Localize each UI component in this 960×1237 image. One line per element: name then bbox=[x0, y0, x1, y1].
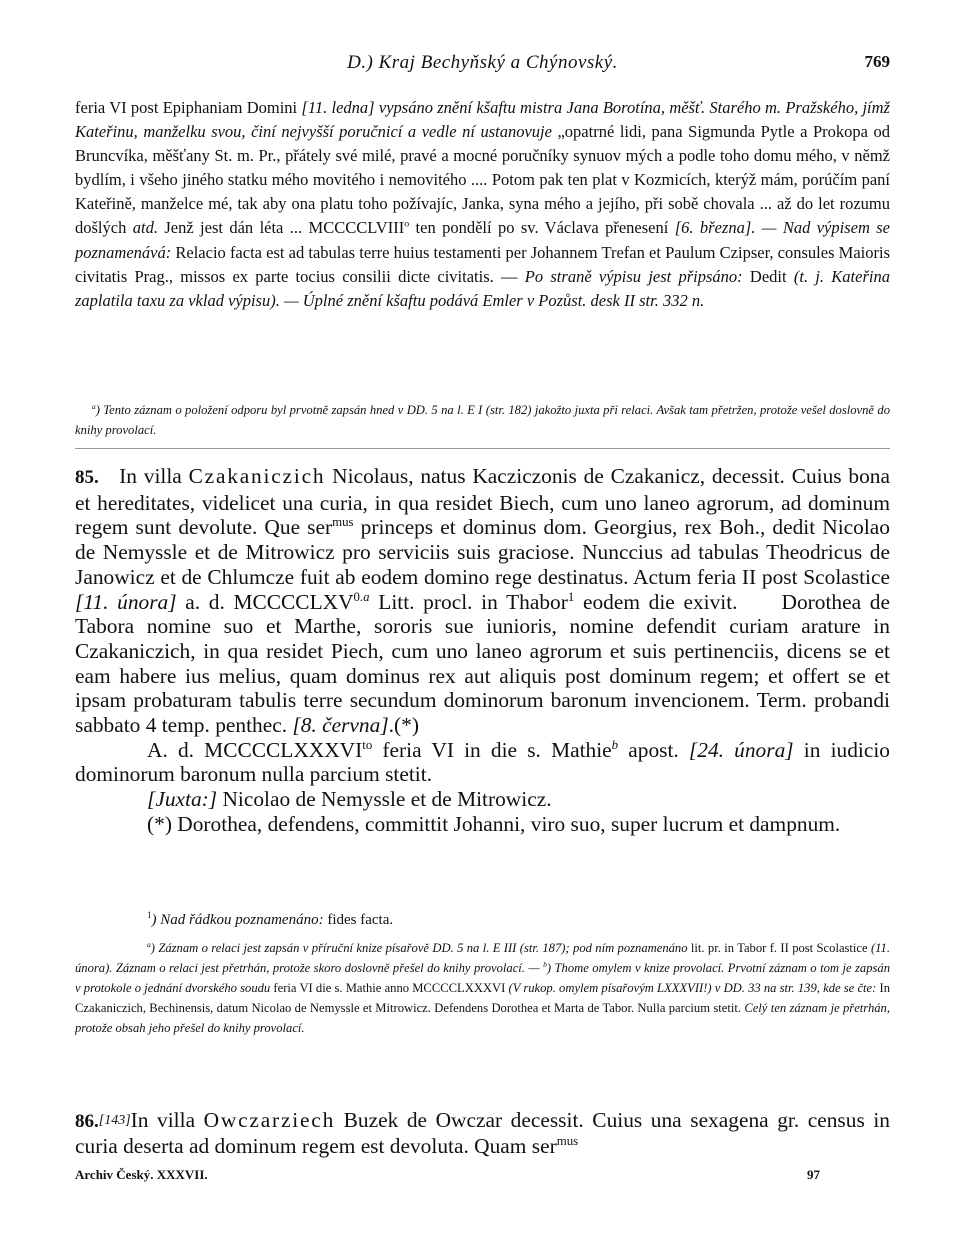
footnotes-a-b: $^a$) Záznam o relaci jest zapsán v příruční knize písařově DD. 5 na l. E III (str. 187); pod ním poznamenáno lit. pr. in Tabor f. II post Scolastice (11. února). Záznam o relaci jest přetrhán, protože skoro doslovně přešel do knihy provolací. — $^b$) Thome omylem v knize provolací. Prvotní záznam o tom je zapsán v protokole o jednání dvorského soudu feria VI die s. Mathie anno MCCCCLXXXVI (V rukop. omylem písařovým LXXXVII!) v DD. 33 na str. 139, kde se čte: In Czakaniczich, Bechinensis, datum Nicolao de Nemyssle et Mitrowicz. Defendens Dorothea et Marta de Tabor. Nulla parcium stetit. Celý ten záznam je přetrhán, protože obsah jeho přešel do knihy provolací. bbox=[75, 939, 891, 1035]
entry-85 bbox=[75, 464, 890, 837]
section-divider bbox=[75, 448, 890, 449]
entry-84-continuation: feria VI post Epiphaniam Domini [11. ledna] vypsáno znění kšaftu mistra Jana Borotína, měšť. Starého m. Pražského, jímž Kateřinu, manželku svou, činí nejvyšší poručnicí a vedle ní ustanovuje „opatrné lidi, pana Sigmunda Pytle a Prokopa od Bruncvíka, měšťany St. m. Pr., přátely své milé, pravé a mocné poručníky synuov mých a podle toho domu mého, v němž bydlím, i všeho jiného statku mého movitého i nemovitého .... Potom pak ten plat v Kozmicích, kterýž mám, porúčím paní Kateřině, manželce mé, tak aby ona platu toho požívajíc, Janka, syna mého a jejího, při sobě chovala ... až do let rozumu došlých atd. Jenž jest dán léta ... MCCCCLVIII$^o$ ten pondělí po sv. Václava přenesení [6. března]. — Nad výpisem se poznamenává: Relacio facta est ad tabulas terre huius testamenti per Johannem Trefan et Paulum Czipser, consules Maioris civitatis Prag., missos ex parte tocius consilii dicte civitatis. — Po straně výpisu jest připsáno: Dedit (t. j. Kateřina zaplatila taxu za vklad výpisu). — Úplné znění kšaftu podává Emler v Pozůst. desk II str. 332 n. bbox=[75, 98, 890, 310]
entry-number: 85. bbox=[75, 467, 99, 488]
folio-reference: [143] bbox=[98, 1113, 131, 1128]
entry-85-paragraph-2: A. d. $MCCCCLXXXVI^{to}$ feria VI in die s. Mathie$^b$ apost. [24. února] in iudicio dominorum baronum nulla parcium stetit. bbox=[75, 737, 890, 787]
entry-86: 86.[143]In villa Owczarziech Buzek de Owczar decessit. Cuius una sexagena gr. census in curia deserta ad dominum regem est devoluta. Quam ser$^{mus}$ bbox=[75, 1108, 890, 1158]
signature-left: Archiv Český. XXXVII. bbox=[75, 1167, 208, 1182]
page-header bbox=[75, 52, 890, 78]
signature-right: 97 bbox=[807, 1167, 820, 1182]
entry-85-note: (*) Dorothea, defendens, committit Johanni, viro suo, super lucrum et dampnum. bbox=[147, 811, 841, 836]
page-footer bbox=[75, 1167, 890, 1183]
entry-85-juxta: [Juxta:] Nicolao de Nemyssle et de Mitrowicz. bbox=[147, 787, 552, 812]
entry-number: 86. bbox=[75, 1111, 99, 1132]
footnote-a-entry-84: $^a$) Tento záznam o položení odporu byl prvotně zapsán hned v DD. 5 na l. E I (str. 182) jakožto juxta při relaci. Avšak tam přetržen, protože vešel doslovně do knihy provolací. bbox=[75, 401, 890, 437]
entry-85-paragraph-1: 85. In villa Czakaniczich Nicolaus, natus Kacziczonis de Czakanicz, decessit. Cuius bona et hereditates, videlicet una curia, in qua residet Biech, cum uno laneo agrorum, ad dominum regem sunt devolute. Que ser$^{mus}$ princeps et dominus dom. Georgius, rex Boh., dedit Nicolao de Nemyssle et de Mitrowicz pro serviciis suis graciose. Nunccius ad tabulas Theodricus de Janowicz et de Chlumcze fuit ab eodem domino rege destinatus. Actum feria II post Scolastice [11. února] a. d. $MCCCCLXV^{0.a}$ Litt. procl. in Thabor$^1$ eodem die exivit. Dorothea de Tabora nomine suo et Marthe, sororis sue iunioris, nomine defendit curiam arature in Czakaniczich, in qua residet Piech, cum uno laneo agrorum et suis pertinenciis, dicens se et eam habere ius melius, quam dominus rex aut aliquis post dominum regem; et offert se et ipsam probaturam tabulis terre secundum dominorum baronum invencionem. Term. probandi sabbato 4 temp. penthec. [8. června].(*) bbox=[75, 464, 890, 738]
running-title: D.) Kraj Bechyňský a Chýnovský. bbox=[347, 52, 618, 73]
footnote-1: $^1$) Nad řádkou poznamenáno: fides facta. bbox=[147, 910, 394, 928]
page-number: 769 bbox=[864, 52, 890, 71]
